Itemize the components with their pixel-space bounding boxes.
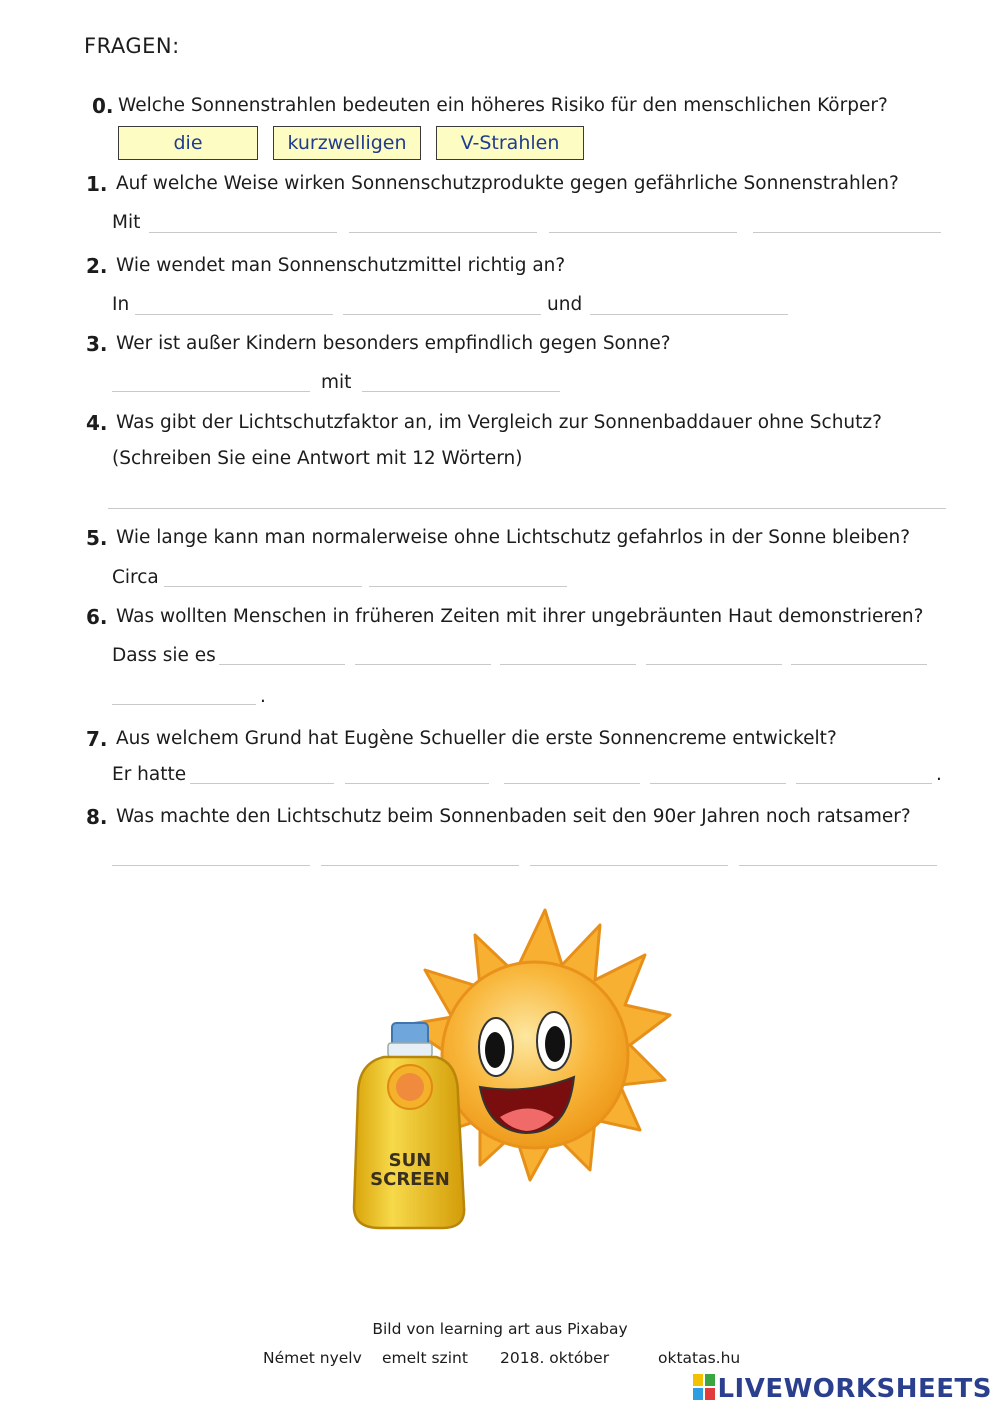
question-4-text: Was gibt der Lichtschutzfaktor an, im Vergleich zur Sonnenbaddauer ohne Schutz? [116, 412, 882, 433]
brand-text: LIVEWORKSHEETS [717, 1374, 992, 1404]
question-3-text: Wer ist außer Kindern besonders empfindlich gegen Sonne? [116, 333, 671, 354]
sun-sunscreen-illustration [340, 895, 680, 1240]
answer-blank-7-2[interactable] [345, 783, 489, 784]
question-2-text: Wie wendet man Sonnenschutzmittel richtig an? [116, 255, 566, 276]
question-2-number: 2. [86, 254, 108, 278]
answer-blank-7-3[interactable] [504, 783, 640, 784]
answer-blank-5-2[interactable] [369, 586, 567, 587]
sun-right-pupil [545, 1026, 565, 1062]
question-2-mid: und [547, 294, 583, 315]
answer-blank-8-4[interactable] [739, 865, 937, 866]
question-1-number: 1. [86, 172, 108, 196]
question-8-text: Was machte den Lichtschutz beim Sonnenbaden seit den 90er Jahren noch ratsamer? [116, 806, 911, 827]
answer-blank-7-5[interactable] [796, 783, 932, 784]
answer-blank-1-4[interactable] [753, 232, 941, 233]
answer-blank-1-3[interactable] [549, 232, 737, 233]
answer-blank-7-4[interactable] [650, 783, 786, 784]
answer-blank-1-2[interactable] [349, 232, 537, 233]
answer-blank-8-3[interactable] [530, 865, 728, 866]
answer-blank-7-1[interactable] [190, 783, 334, 784]
answer-blank-6-6[interactable] [112, 704, 256, 705]
question-6-lead: Dass sie es [112, 645, 216, 666]
question-7-lead: Er hatte [112, 764, 187, 785]
answer-blank-2-3[interactable] [590, 314, 788, 315]
answer-blank-6-1[interactable] [219, 664, 345, 665]
answer-blank-3-1[interactable] [112, 391, 310, 392]
liveworksheets-logo-icon [693, 1374, 715, 1400]
example-answer-1: die [118, 126, 258, 160]
answer-blank-6-3[interactable] [500, 664, 636, 665]
bottle-label-line-2: SCREEN [370, 1169, 450, 1190]
answer-blank-1-1[interactable] [149, 232, 337, 233]
example-number: 0. [92, 94, 114, 118]
question-6-text: Was wollten Menschen in früheren Zeiten mit ihrer ungebräunten Haut demonstrieren? [116, 606, 924, 627]
footer-level: emelt szint [382, 1349, 468, 1367]
footer-language: Német nyelv [263, 1349, 362, 1367]
question-6-end: . [260, 686, 266, 707]
answer-blank-6-2[interactable] [355, 664, 491, 665]
question-1-lead: Mit [112, 212, 141, 233]
answer-blank-2-2[interactable] [343, 314, 541, 315]
question-3-number: 3. [86, 332, 108, 356]
question-5-lead: Circa [112, 567, 159, 588]
answer-blank-4-1[interactable] [108, 508, 946, 509]
question-4-number: 4. [86, 411, 108, 435]
question-5-text: Wie lange kann man normalerweise ohne Lichtschutz gefahrlos in der Sonne bleiben? [116, 527, 911, 548]
answer-blank-8-1[interactable] [112, 865, 310, 866]
answer-blank-8-2[interactable] [321, 865, 519, 866]
question-5-number: 5. [86, 526, 108, 550]
example-answer-2: kurzwelligen [273, 126, 421, 160]
answer-blank-6-5[interactable] [791, 664, 927, 665]
question-4-subtext: (Schreiben Sie eine Antwort mit 12 Wörtern) [112, 448, 523, 469]
bottle-label-line-1: SUN [388, 1150, 432, 1171]
sun-left-pupil [485, 1032, 505, 1068]
question-7-end: . [936, 764, 942, 785]
question-2-lead: In [112, 294, 130, 315]
worksheet-heading: FRAGEN: [84, 34, 180, 58]
example-answer-3: V-Strahlen [436, 126, 584, 160]
example-question: Welche Sonnenstrahlen bedeuten ein höheres Risiko für den menschlichen Körper? [118, 95, 888, 116]
liveworksheets-brand[interactable] [693, 1374, 992, 1404]
footer-site: oktatas.hu [658, 1349, 741, 1367]
image-credit: Bild von learning art aus Pixabay [372, 1320, 628, 1338]
question-8-number: 8. [86, 805, 108, 829]
question-6-number: 6. [86, 605, 108, 629]
question-7-text: Aus welchem Grund hat Eugène Schueller die erste Sonnencreme entwickelt? [116, 728, 837, 749]
footer-date: 2018. október [500, 1349, 610, 1367]
answer-blank-2-1[interactable] [135, 314, 333, 315]
question-1-text: Auf welche Weise wirken Sonnenschutzprodukte gegen gefährliche Sonnenstrahlen? [116, 173, 899, 194]
answer-blank-6-4[interactable] [646, 664, 782, 665]
answer-blank-5-1[interactable] [164, 586, 362, 587]
question-3-mid: mit [321, 372, 352, 393]
answer-blank-3-2[interactable] [362, 391, 560, 392]
question-7-number: 7. [86, 727, 108, 751]
